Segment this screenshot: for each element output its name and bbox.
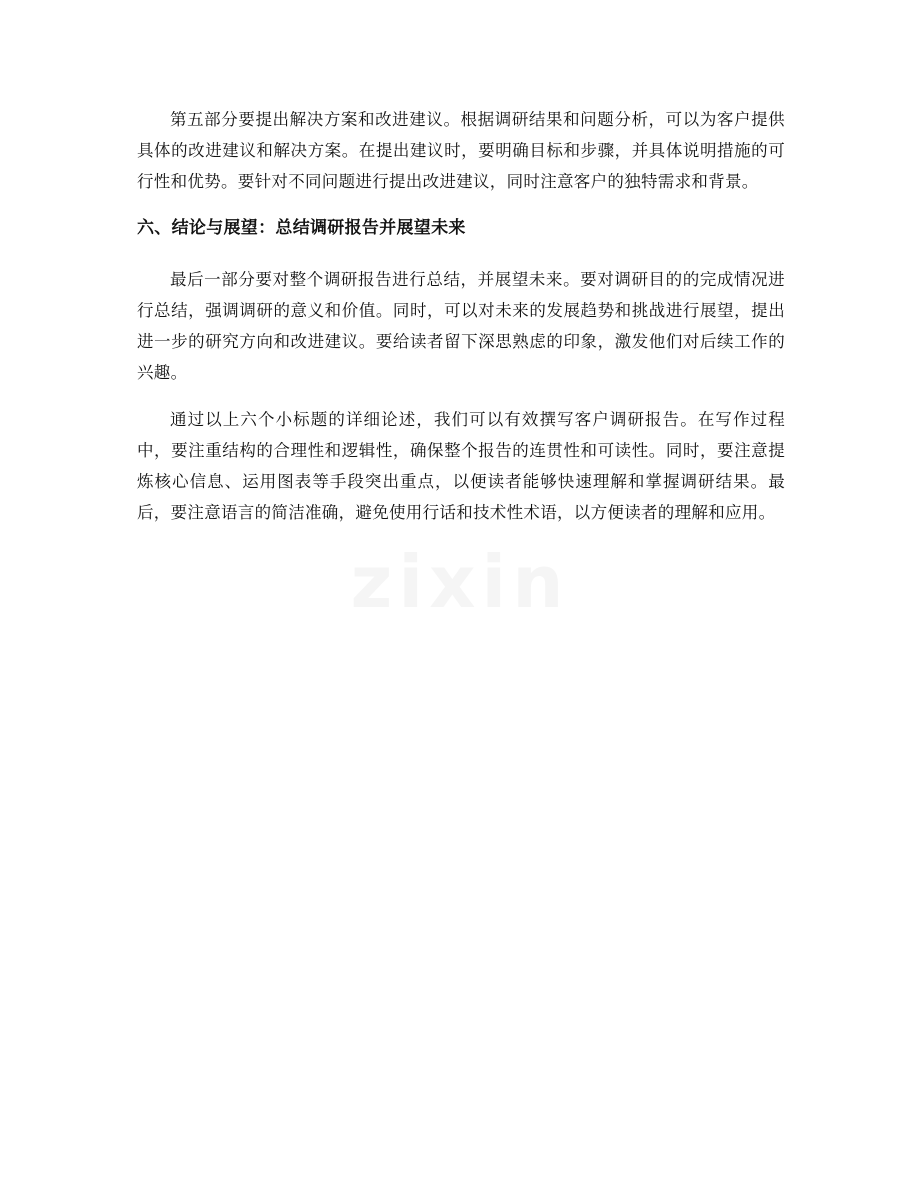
- document-body: [137, 104, 785, 528]
- watermark: zixin: [350, 540, 570, 624]
- paragraph-summary: 通过以上六个小标题的详细论述，我们可以有效撰写客户调研报告。在写作过程中，要注重结构的合理性和逻辑性，确保整个报告的连贯性和可读性。同时，要注意提炼核心信息、运用图表等手段突出重点，以便读者能够快速理解和掌握调研结果。最后，要注意语言的简洁准确，避免使用行话和技术性术语，以方便读者的理解和应用。: [137, 410, 785, 522]
- paragraph-section-5: 第五部分要提出解决方案和改进建议。根据调研结果和问题分析，可以为客户提供具体的改进建议和解决方案。在提出建议时，要明确目标和步骤，并具体说明措施的可行性和优势。要针对不同问题进行提出改进建议，同时注意客户的独特需求和背景。: [137, 110, 785, 191]
- section-6-heading: 六、结论与展望：总结调研报告并展望未来: [137, 218, 466, 238]
- paragraph-conclusion: 最后一部分要对整个调研报告进行总结，并展望未来。要对调研目的的完成情况进行总结，强调调研的意义和价值。同时，可以对未来的发展趋势和挑战进行展望，提出进一步的研究方向和改进建议。要给读者留下深思熟虑的印象，激发他们对后续工作的兴趣。: [137, 270, 785, 382]
